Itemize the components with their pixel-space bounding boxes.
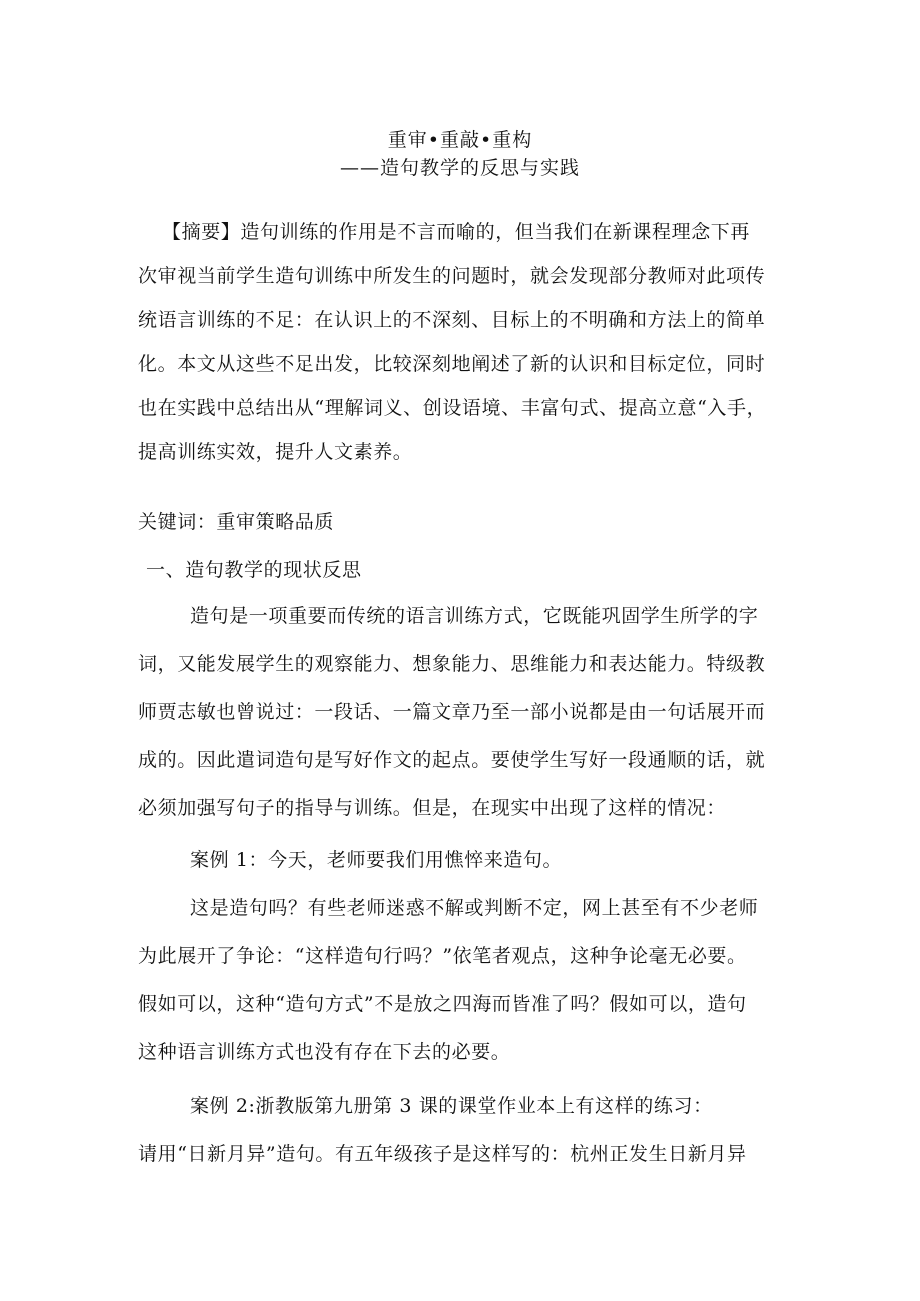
document-title: 重审•重敲•重构 xyxy=(387,129,533,151)
title-block xyxy=(0,126,920,182)
case-2-line xyxy=(138,1082,786,1130)
abstract-line: 也在实践中总结出从“理解词义、创设语境、丰富句式、提高立意“入手， xyxy=(138,397,767,419)
paragraph-line: 师贾志敏也曾说过：一段话、一篇文章乃至一部小说都是由一句话展开而 xyxy=(138,701,766,723)
paragraph-line: 造句是一项重要而传统的语言训练方式，它既能巩固学生所学的字 xyxy=(190,605,759,627)
abstract-line: 次审视当前学生造句训练中所发生的问题时，就会发现部分教师对此项传 xyxy=(138,265,766,287)
case-text: 案例 2:浙教版第九册第 3 课的课堂作业本上有这样的练习： xyxy=(190,1095,713,1117)
section-heading: 一、造句教学的现状反思 xyxy=(146,559,362,581)
body-paragraph xyxy=(138,592,786,832)
paragraph-line: 这是造句吗？有些老师迷惑不解或判断不定，网上甚至有不少老师 xyxy=(190,897,759,919)
abstract-paragraph xyxy=(138,210,786,474)
body-paragraph xyxy=(138,1130,786,1178)
paragraph-line: 成的。因此遣词造句是写好作文的起点。要使学生写好一段通顺的话，就 xyxy=(138,749,766,771)
abstract-line: 统语言训练的不足：在认识上的不深刻、目标上的不明确和方法上的简单 xyxy=(138,309,766,331)
case-1-line xyxy=(138,836,786,884)
paragraph-line: 必须加强写句子的指导与训练。但是，在现实中出现了这样的情况： xyxy=(138,797,727,819)
paragraph-line: 请用“日新月异”造句。有五年级孩子是这样写的：杭州正发生日新月异 xyxy=(138,1143,747,1165)
paragraph-line: 这种语言训练方式也没有存在下去的必要。 xyxy=(138,1041,511,1063)
paragraph-line: 假如可以，这种“造句方式”不是放之四海而皆准了吗？假如可以，造句 xyxy=(138,993,747,1015)
document-subtitle: ——造句教学的反思与实践 xyxy=(339,157,580,179)
abstract-line: 提高训练实效，提升人文素养。 xyxy=(138,441,413,463)
abstract-line: 【摘要】造句训练的作用是不言而喻的，但当我们在新课程理念下再 xyxy=(162,221,751,243)
paragraph-line: 词，又能发展学生的观察能力、想象能力、思维能力和表达能力。特级教 xyxy=(138,653,766,675)
paragraph-line: 为此展开了争论：“这样造句行吗？”依笔者观点，这种争论毫无必要。 xyxy=(138,945,747,967)
case-text: 案例 1：今天，老师要我们用憔悴来造句。 xyxy=(190,849,563,871)
keywords-line: 关键词：重审策略品质 xyxy=(138,511,335,533)
abstract-line: 化。本文从这些不足出发，比较深刻地阐述了新的认识和目标定位，同时 xyxy=(138,353,766,375)
body-paragraph xyxy=(138,884,786,1076)
